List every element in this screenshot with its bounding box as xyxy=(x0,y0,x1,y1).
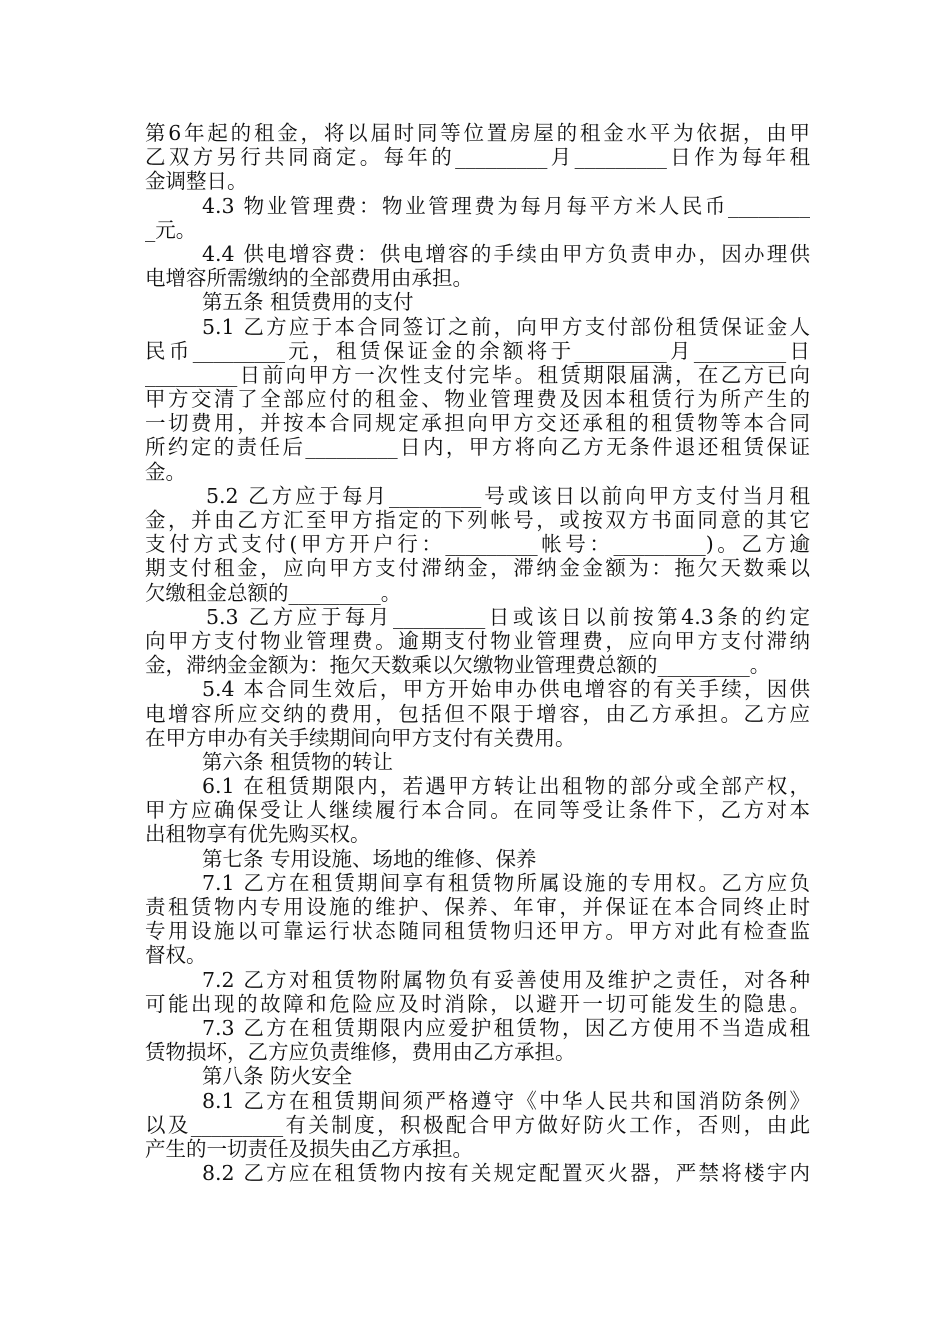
text-line: 电增容所需缴纳的全部费用由承担。 xyxy=(145,266,473,291)
text-line: 督权。 xyxy=(145,943,207,968)
text-line: 责租赁物内专用设施的维护、保养、年审，并保证在本合同终止时 xyxy=(145,895,810,919)
text-line: 欠缴租金总额的_________。 xyxy=(145,580,402,605)
text-line: 甲方交清了全部应付的租金、物业管理费及因本租赁行为所产生的 xyxy=(145,387,810,412)
document-page xyxy=(145,121,810,1185)
text-line: 4.3 物业管理费：物业管理费为每月每平方米人民币________ xyxy=(202,193,810,218)
text-line: 期支付租金，应向甲方支付滞纳金，滞纳金金额为：拖欠天数乘以 xyxy=(145,556,810,581)
text-line: 甲方应确保受让人继续履行本合同。在同等受让条件下，乙方对本 xyxy=(145,798,810,823)
text-line: 金调整日。 xyxy=(145,169,248,194)
text-line: 可能出现的故障和危险应及时消除，以避开一切可能发生的隐患。 xyxy=(145,991,810,1016)
text-line: 第六条 租赁物的转让 xyxy=(202,749,394,774)
text-line: 向甲方支付物业管理费。逾期支付物业管理费，应向甲方支付滞纳 xyxy=(145,628,810,653)
text-line: 金。 xyxy=(145,459,186,484)
text-line: 电增容所应交纳的费用，包括但不限于增容，由乙方承担。乙方应 xyxy=(145,701,810,726)
text-line: 第八条 防火安全 xyxy=(202,1064,353,1089)
text-line: 产生的一切责任及损失由乙方承担。 xyxy=(145,1136,473,1161)
text-line: 4.4 供电增容费：供电增容的手续由甲方负责申办，因办理供 xyxy=(202,241,810,266)
text-line: 支付方式支付(甲方开户行：_________帐号：_________)。乙方逾 xyxy=(145,532,810,557)
text-line: 5.3 乙方应于每月_________日或该日以前按第4.3条的约定 xyxy=(206,604,810,629)
text-line: 7.3 乙方在租赁期限内应爱护租赁物，因乙方使用不当造成租 xyxy=(202,1015,810,1040)
text-line: 出租物享有优先购买权。 xyxy=(145,822,371,847)
text-line: 6.1 在租赁期限内，若遇甲方转让出租物的部分或全部产权， xyxy=(202,774,810,799)
text-line: 以及_________有关制度，积极配合甲方做好防火工作，否则，由此 xyxy=(145,1112,810,1137)
text-line: 一切费用，并按本合同规定承担向甲方交还承租的租赁物等本合同 xyxy=(145,411,810,436)
text-line: 金，并由乙方汇至甲方指定的下列帐号，或按双方书面同意的其它 xyxy=(145,508,810,532)
text-line: 金，滞纳金金额为：拖欠天数乘以欠缴物业管理费总额的_________。 xyxy=(145,653,771,678)
text-line: 8.2 乙方应在租赁物内按有关规定配置灭火器，严禁将楼宇内 xyxy=(202,1161,810,1186)
text-line: 第五条 租赁费用的支付 xyxy=(202,290,414,315)
text-line: 所约定的责任后_________日内，甲方将向乙方无条件退还租赁保证 xyxy=(145,435,810,460)
text-line: 5.2 乙方应于每月_________号或该日以前向甲方支付当月租 xyxy=(206,483,810,508)
text-line: 专用设施以可靠运行状态随同租赁物归还甲方。甲方对此有检查监 xyxy=(145,919,810,944)
text-line: 乙双方另行共同商定。每年的_________月_________日作为每年租 xyxy=(145,145,810,170)
text-line: 第6年起的租金，将以届时同等位置房屋的租金水平为依据，由甲 xyxy=(145,121,810,145)
text-line: 在甲方申办有关手续期间向甲方支付有关费用。 xyxy=(145,725,576,750)
text-line: 5.4 本合同生效后，甲方开始申办供电增容的有关手续，因供 xyxy=(202,677,810,702)
text-line: 7.1 乙方在租赁期间享有租赁物所属设施的专用权。乙方应负 xyxy=(202,870,810,895)
text-line: 第七条 专用设施、场地的维修、保养 xyxy=(202,846,537,871)
text-line: 民币_________元，租赁保证金的余额将于_________月_________日 xyxy=(145,338,810,363)
text-line: 赁物损坏，乙方应负责维修，费用由乙方承担。 xyxy=(145,1040,576,1065)
text-line: 7.2 乙方对租赁物附属物负有妥善使用及维护之责任，对各种 xyxy=(202,967,810,992)
text-line: _元。 xyxy=(145,217,197,242)
text-line: 8.1 乙方在租赁期间须严格遵守《中华人民共和国消防条例》 xyxy=(202,1088,810,1113)
text-line: _________日前向甲方一次性支付完毕。租赁期限届满，在乙方已向 xyxy=(145,362,810,387)
text-line: 5.1 乙方应于本合同签订之前，向甲方支付部份租赁保证金人 xyxy=(202,314,810,339)
